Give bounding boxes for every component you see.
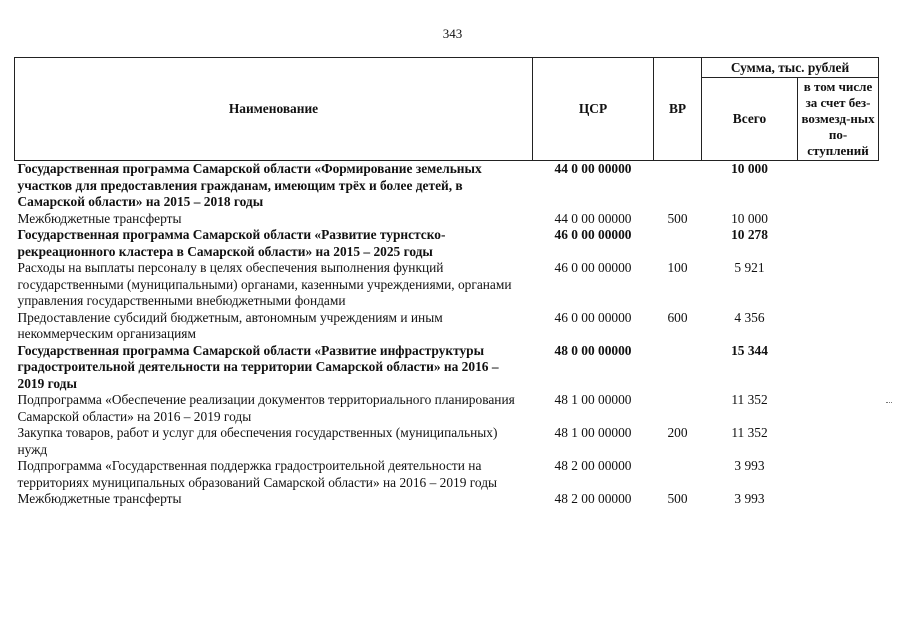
row-incl-free <box>798 260 879 310</box>
row-total: 3 993 <box>734 458 765 473</box>
row-vr: 200 <box>667 425 688 440</box>
row-incl-free <box>798 458 879 491</box>
page-number: 343 <box>442 26 463 41</box>
row-vr: 600 <box>667 309 688 325</box>
row-name: Государственная программа Самарской области «Формирование земельных участков для предоставления гражданам, имеющим трёх и более детей, в Самарской области» на 2015 – 2018 годы <box>17 161 482 209</box>
budget-table <box>14 57 879 508</box>
row-total: 11 352 <box>731 392 768 407</box>
header-total: Всего <box>702 78 798 161</box>
row-incl-free <box>798 491 879 508</box>
row-incl-free <box>798 211 879 228</box>
row-incl-free <box>798 161 879 211</box>
row-vr: 500 <box>667 210 688 226</box>
table-row <box>15 227 879 260</box>
row-csr: 48 0 00 00000 <box>554 342 632 358</box>
row-csr: 48 1 00 00000 <box>554 425 632 440</box>
row-vr: 500 <box>667 491 688 506</box>
table-row <box>15 343 879 393</box>
row-total: 4 356 <box>734 309 765 325</box>
row-total: 3 993 <box>734 491 765 506</box>
row-name: Межбюджетные трансферты <box>17 491 182 506</box>
row-total: 10 278 <box>731 227 768 242</box>
table-row <box>15 161 879 211</box>
header-sum-group: Сумма, тыс. рублей <box>702 58 879 78</box>
table-row <box>15 491 879 508</box>
row-incl-free <box>798 392 879 425</box>
row-name: Государственная программа Самарской области «Развитие инфраструктуры градостроительной деятельности на территории Самарской области» на 2016 – 2019 годы <box>17 342 499 391</box>
row-vr <box>654 227 702 260</box>
row-csr: 48 2 00 00000 <box>554 491 632 506</box>
row-name: Межбюджетные трансферты <box>17 210 182 226</box>
row-csr: 48 1 00 00000 <box>554 392 632 407</box>
row-name: Расходы на выплаты персоналу в целях обеспечения выполнения функций государственными (муниципальными) органами, казенными учреждениями, органами управления государственными внебюджетными фондами <box>17 260 512 308</box>
row-incl-free <box>798 227 879 260</box>
row-csr: 48 2 00 00000 <box>554 458 632 473</box>
margin-mark <box>886 402 892 405</box>
header-vr: ВР <box>654 58 702 161</box>
row-csr: 46 0 00 00000 <box>554 227 632 242</box>
header-incl-free: в том числе за счет без-возмезд-ных по-ступлений <box>798 78 879 161</box>
row-name: Подпрограмма «Обеспечение реализации документов территориального планирования Самарской области» на 2016 – 2019 годы <box>17 392 515 424</box>
row-csr: 44 0 00 00000 <box>554 210 632 226</box>
row-incl-free <box>798 310 879 343</box>
row-total: 5 921 <box>734 260 765 275</box>
row-incl-free <box>798 343 879 393</box>
row-name: Закупка товаров, работ и услуг для обеспечения государственных (муниципальных) нужд <box>17 425 498 457</box>
table-row <box>15 211 879 228</box>
row-csr: 46 0 00 00000 <box>554 309 632 325</box>
header-csr: ЦСР <box>533 58 654 161</box>
row-vr <box>654 343 702 393</box>
table-row <box>15 458 879 491</box>
table-row <box>15 260 879 310</box>
table-row <box>15 425 879 458</box>
row-vr <box>654 392 702 425</box>
row-vr <box>654 458 702 491</box>
budget-rows <box>15 161 879 508</box>
table-row <box>15 310 879 343</box>
row-incl-free <box>798 425 879 458</box>
header-name: Наименование <box>15 58 533 161</box>
row-total: 10 000 <box>731 210 768 226</box>
table-row <box>15 392 879 425</box>
row-csr: 44 0 00 00000 <box>554 161 632 176</box>
row-name: Подпрограмма «Государственная поддержка градостроительной деятельности на территориях муниципальных образований Самарской области» на 2016 – 2019 годы <box>17 458 498 490</box>
row-total: 15 344 <box>731 342 768 358</box>
row-name: Предоставление субсидий бюджетным, автономным учреждениям и иным некоммерческим организациям <box>17 309 443 341</box>
row-name: Государственная программа Самарской области «Развитие турнстско-рекреационного кластера в Самарской области» на 2015 – 2025 годы <box>17 227 446 259</box>
row-total: 11 352 <box>731 425 768 440</box>
row-vr: 100 <box>667 260 688 275</box>
row-total: 10 000 <box>731 161 768 176</box>
row-vr <box>654 161 702 211</box>
row-csr: 46 0 00 00000 <box>554 260 632 275</box>
